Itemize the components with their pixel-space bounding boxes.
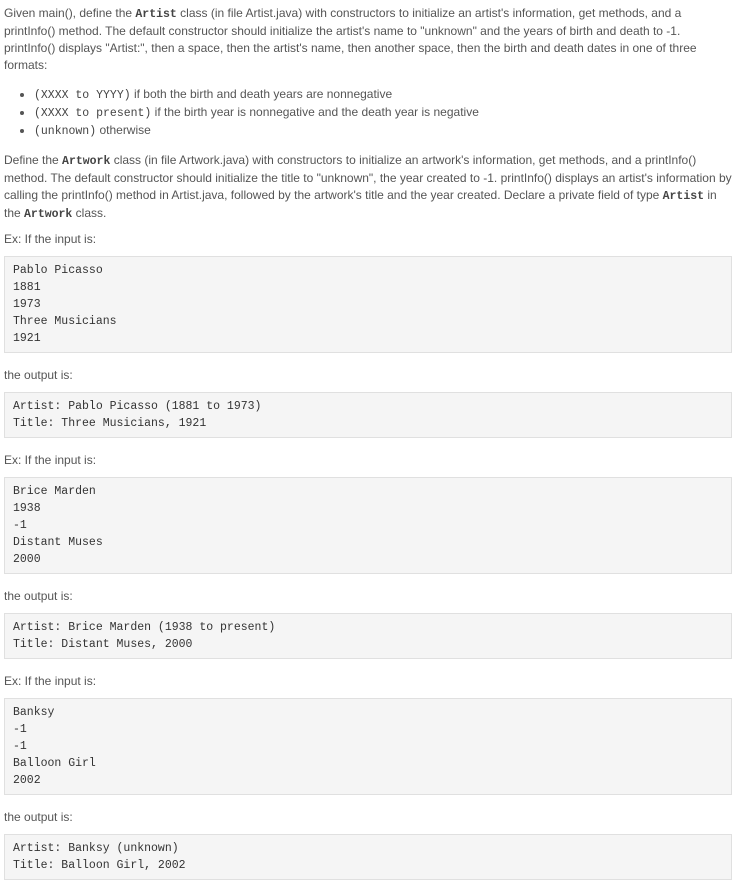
artwork-text: in the (4, 188, 717, 220)
example-input-block (4, 477, 732, 574)
artist-type-code: Artist (662, 190, 705, 203)
input-line: 2002 (13, 774, 41, 787)
input-line: 1881 (13, 281, 41, 294)
artwork-class-code: Artwork (24, 208, 73, 221)
input-line: -1 (13, 740, 27, 753)
input-line: -1 (13, 519, 27, 532)
intro-text: class (in file Artist.java) with constructors to initialize an artist's information, get methods, and a printInfo() method. The default constructor should initialize the artist's name to "unknown" and the years of birth and death to -1. printInfo() displays "Artist:", then a space, then the artist's name, then another space, then the birth and death dates in one of three formats: (4, 6, 697, 72)
output-line: Title: Balloon Girl, 2002 (13, 859, 186, 872)
intro-text: Given main(), define the (4, 6, 136, 20)
example-input-block (4, 256, 732, 353)
format-code: (XXXX to present) (34, 107, 152, 120)
example-output-block (4, 834, 732, 880)
format-text: if the birth year is nonnegative and the death year is negative (151, 105, 479, 119)
input-line: Banksy (13, 706, 55, 719)
format-code: (unknown) (34, 125, 97, 138)
input-line: 1973 (13, 298, 41, 311)
format-item (34, 86, 732, 104)
input-line: Brice Marden (13, 485, 96, 498)
artwork-text: class. (72, 206, 107, 220)
input-line: Pablo Picasso (13, 264, 103, 277)
format-item (34, 104, 732, 122)
input-line: Distant Muses (13, 536, 103, 549)
artwork-text: class (in file Artwork.java) with constructors to initialize an artwork's information, get methods, and a printInfo() method. The default constructor should initialize the title to "unknown", the year created to -1. printInfo() displays an artist's information by calling the printInfo() method in Artist.java, followed by the artwork's title and the year created. Declare a private field of type (4, 153, 732, 202)
input-line: Three Musicians (13, 315, 117, 328)
artwork-class-code: Artwork (62, 155, 111, 168)
output-line: Title: Three Musicians, 1921 (13, 417, 207, 430)
example-input-label: Ex: If the input is: (4, 453, 97, 467)
input-line: 1938 (13, 502, 41, 515)
format-text: if both the birth and death years are nonnegative (130, 87, 393, 101)
example-output-label: the output is: (4, 368, 73, 382)
format-list (4, 86, 732, 140)
format-item (34, 122, 732, 140)
example-output-block (4, 613, 732, 659)
artist-class-code: Artist (135, 8, 177, 21)
example-input-label: Ex: If the input is: (4, 674, 97, 688)
artwork-text: Define the (4, 153, 63, 167)
format-text: otherwise (96, 123, 151, 137)
output-line: Artist: Banksy (unknown) (13, 842, 179, 855)
example-input-label: Ex: If the input is: (4, 232, 97, 246)
input-line: -1 (13, 723, 27, 736)
input-line: 1921 (13, 332, 41, 345)
artwork-paragraph (4, 152, 732, 223)
intro-paragraph (4, 5, 732, 74)
example-output-label: the output is: (4, 589, 73, 603)
example-output-block (4, 392, 732, 438)
problem-statement (4, 5, 732, 894)
format-code: (XXXX to YYYY) (34, 89, 131, 102)
input-line: Balloon Girl (13, 757, 96, 770)
example-input-block (4, 698, 732, 795)
output-line: Artist: Pablo Picasso (1881 to 1973) (13, 400, 262, 413)
output-line: Artist: Brice Marden (1938 to present) (13, 621, 276, 634)
example-output-label: the output is: (4, 810, 73, 824)
output-line: Title: Distant Muses, 2000 (13, 638, 193, 651)
input-line: 2000 (13, 553, 41, 566)
